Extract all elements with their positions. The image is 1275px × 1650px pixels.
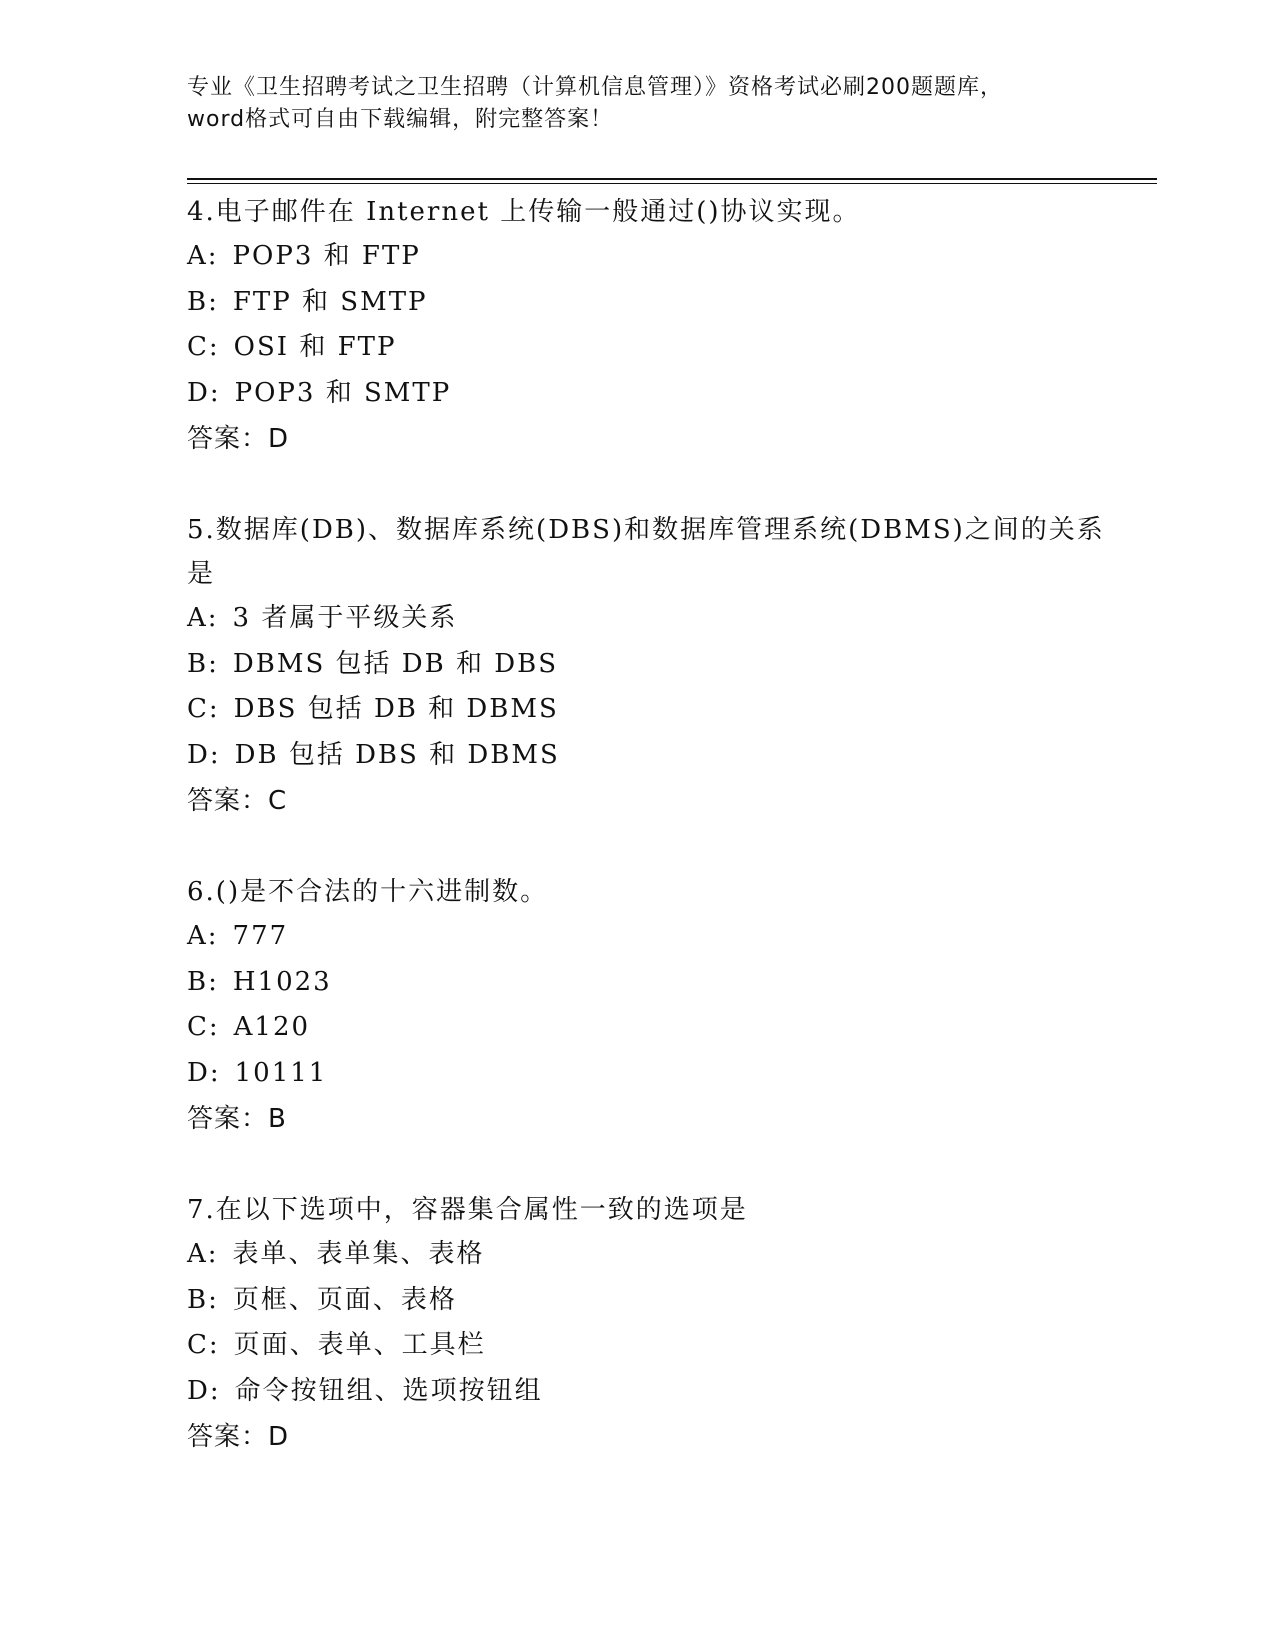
option-text: OSI 和 FTP [233, 332, 397, 362]
option-text: DB 包括 DBS 和 DBMS [234, 739, 560, 770]
option-letter: B: [187, 648, 219, 679]
option-letter: C: [187, 694, 220, 724]
header-divider-thin [187, 183, 1157, 184]
option-d [187, 1369, 1087, 1415]
question-stem [187, 190, 1087, 234]
option-a [187, 1232, 1087, 1278]
option-b [187, 280, 1087, 326]
option-text: DBMS 包括 DB 和 DBS [232, 648, 559, 679]
option-text: 页面、表单、工具栏 [233, 1330, 486, 1360]
option-text: 3 者属于平级关系 [232, 603, 458, 633]
answer-label: 答案：C [187, 786, 288, 816]
option-d [187, 1051, 1087, 1097]
question-6 [187, 870, 1087, 1142]
question-stem [187, 508, 1105, 596]
option-d [187, 733, 1087, 779]
header-line-2: word格式可自由下载编辑，附完整答案！ [187, 107, 614, 132]
answer-label: 答案：D [187, 1422, 290, 1452]
option-text: POP3 和 FTP [232, 241, 421, 271]
option-a [187, 234, 1087, 280]
option-letter: B: [187, 966, 219, 997]
option-text: H1023 [232, 966, 332, 997]
option-text: 页框、页面、表格 [232, 1284, 457, 1315]
option-letter: B: [187, 1284, 219, 1315]
document-header [187, 72, 1087, 136]
option-letter: A: [187, 241, 219, 271]
question-stem-line: 4.电子邮件在 Internet 上传输一般通过()协议实现。 [187, 197, 861, 227]
option-a [187, 914, 1087, 960]
option-letter: A: [187, 603, 219, 633]
answer-label: 答案：B [187, 1104, 287, 1134]
option-text: A120 [233, 1012, 311, 1042]
option-letter: A: [187, 1239, 219, 1269]
option-text: 777 [232, 921, 289, 951]
option-text: 10111 [234, 1057, 328, 1088]
question-stem [187, 870, 1087, 914]
question-5 [187, 508, 1105, 824]
option-d [187, 371, 1087, 417]
question-stem-line: 6.()是不合法的十六进制数。 [187, 877, 549, 907]
option-letter: D: [187, 377, 221, 408]
option-letter: C: [187, 1330, 220, 1360]
option-text: DBS 包括 DB 和 DBMS [233, 694, 559, 724]
header-divider-thick [187, 178, 1157, 180]
option-text: 表单、表单集、表格 [232, 1239, 485, 1269]
answer-label: 答案：D [187, 424, 290, 454]
question-list [187, 190, 1105, 1506]
option-c [187, 1005, 1087, 1051]
option-b [187, 1278, 1087, 1324]
option-b [187, 642, 1087, 688]
option-letter: C: [187, 1012, 220, 1042]
option-letter: B: [187, 286, 219, 317]
option-c [187, 687, 1087, 733]
question-stem-line: 是 [187, 559, 216, 589]
option-a [187, 596, 1087, 642]
option-letter: D: [187, 739, 221, 770]
question-stem-line: 7.在以下选项中，容器集合属性一致的选项是 [187, 1195, 748, 1225]
option-letter: D: [187, 1375, 221, 1406]
option-text: POP3 和 SMTP [234, 377, 452, 408]
option-letter: A: [187, 921, 219, 951]
question-stem-line: 5.数据库(DB)、数据库系统(DBS)和数据库管理系统(DBMS)之间的关系 [187, 515, 1105, 545]
option-letter: D: [187, 1057, 221, 1088]
option-text: FTP 和 SMTP [232, 286, 428, 317]
question-4 [187, 190, 1087, 462]
option-c [187, 1323, 1087, 1369]
question-7 [187, 1188, 1087, 1460]
option-letter: C: [187, 332, 220, 362]
option-b [187, 960, 1087, 1006]
option-c [187, 325, 1087, 371]
question-stem [187, 1188, 1087, 1232]
option-text: 命令按钮组、选项按钮组 [234, 1375, 543, 1406]
header-line-1: 专业《卫生招聘考试之卫生招聘（计算机信息管理）》资格考试必刷200题题库， [187, 75, 1003, 100]
